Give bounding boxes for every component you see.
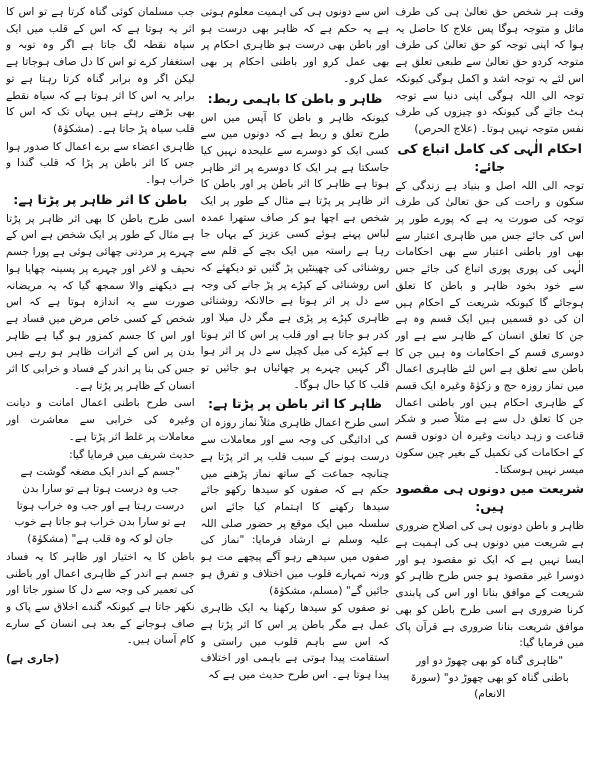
section-heading: ظاہر و باطن کا باہمی ربط: — [207, 90, 383, 106]
section-heading: احکام الٰہی کی کامل اتباع کی جائے: — [397, 140, 582, 174]
section-heading: ظاہر کا اثر باطن پر پڑتا ہے: — [207, 396, 383, 412]
paragraph: توجہ الی اللہ اصل و بنیاد ہے زندگی کے سکون و راحت کی حق تعالیٰ کی طرف توجہ کی صورت یہ ہے کہ پورے طور پر اس کی جائے جس میں ظاہری اعتبار سے بھی اور باطنی اعتبار سے بھی احکامات الٰہی کی پوری پوری اتباع کی جائے جس سے خود بخود ظاہر و باطن کا تعلق ہوجائے گا کیونکہ شریعت کے احکام ہیں ان کی دو قسمیں ہیں ایک قسم وہ ہے جن کا تعلق انسان کے ظاہر سے ہے اور دوسری قسم کے احکامات وہ ہیں جن کا باطن سے تعلق ہے اس لئے ظاہری اعمال میں نماز روزہ حج و زکوٰۃ وغیرہ ایک قسم کے ظاہری احکام ہیں اور باطنی اعمال جن کا تعلق دل سے ہے مثلاً صبر و شکر قناعت و زہد دیانت وغیرہ ان دونوں قسم کے احکامات کی تکمیل کے بغیر چین سکون میسر نہیں ہوسکتا۔ — [395, 179, 584, 476]
paragraph: ظاہر و باطن دونوں ہی کی اصلاح ضروری ہے شریعت میں دونوں ہی کی اہمیت ہے ایسا نہیں ہے کہ ایک تو مقصود ہو اور دوسرا غیر مقصود ہو جس طرح ظاہر کو شریعت کے موافق بنانا اور اس کی پابندی کرنا ضروری ہے اسی طرح باطن کو بھی موافق شریعت بنانا ضروری ہے قرآن پاک میں فرمایا گیا: — [395, 520, 584, 650]
paragraph: حدیث شریف میں فرمایا گیا: — [69, 448, 195, 461]
paragraph: اس سے دونوں ہی کی اہمیت معلوم ہوتی ہے یہ حکم ہے کہ ظاہر بھی درست ہو اور باطن بھی درست ہو ظاہری احکام پر بھی عمل کرو اور باطنی احکام پر بھی عمل کرو۔ — [200, 6, 390, 85]
paragraph: اسی طرح باطنی اعمال امانت و دیانت وغیرہ کی خرابی سے معاشرت اور معاملات پر غلط اثر پڑتا ہے۔ — [5, 397, 195, 443]
quotation: "ظاہری گناہ کو بھی چھوڑ دو اور باطنی گناہ کو بھی چھوڑ دو" (سورۃ الانعام) — [410, 654, 569, 701]
right-column — [395, 4, 584, 752]
paragraph: جب مسلمان کوئی گناہ کرتا ہے تو اس کا اثر یہ ہوتا ہے کہ اس کے قلب میں ایک سیاہ نقطہ لگ جاتا ہے اگر وہ توبہ و استغفار کرے تو اس کا دل صاف ہوجاتا ہے لیکن اگر وہ برابر گناہ کرتا رہتا ہے تو برابر یہ اس کا اثر ہوتا ہے کہ سیاہ نقطے بھی بڑھتے رہتے ہیں یہاں تک کہ اس کا قلب سیاہ پڑ جاتا ہے۔ (مشکوٰۃ) — [5, 6, 195, 135]
quotation: "جسم کے اندر ایک مضغہ گوشت ہے جب وہ درست ہوتا ہے تو سارا بدن درست رہتا ہے اور جب وہ خراب ہوتا ہے تو سارا بدن خراب ہو جاتا ہے خوب جان لو کہ وہ قلب ہے" (مشکوٰۃ) — [14, 466, 187, 546]
urdu-article-page — [6, 4, 584, 752]
continued-note: (جاری ہے) — [5, 653, 60, 666]
middle-column — [201, 4, 390, 752]
paragraph: اسی طرح اعمال ظاہری مثلاً نماز روزہ ان کی ادائیگی کی وجہ سے اور معاملات سے درست ہونے کے سبب قلب پر اثر پڑتا ہے چنانچہ جماعت کے ساتھ نماز پڑھنے میں حکم ہے کہ صفوں کو سیدھا رکھو جائے سیدھا رکھنے کا اہتمام کیا جائے اس سلسلہ میں ایک موقع پر حضور صلی اللہ علیہ وسلم نے ارشاد فرمایا: "نماز کی صفوں میں سیدھے رہو آگے پیچھے مت ہو ورنہ تمہارے قلوب میں اختلاف و تفرق ہو جائیں گے" (مسلم، مشکوٰۃ) — [200, 417, 390, 597]
paragraph: باطن کا یہ اختیار اور ظاہر کا یہ فساد جسم ہے اندر کے ظاہری اعمال اور باطنی کی تعمیر کی وجہ سے دل کا سنور جاتا اور نکھر جاتا ہے کیونکہ گندے اخلاق سے پاک و صاف ہوجانے کے بعد ہی انسان کے سارے کام آسان ہیں۔ — [5, 550, 195, 647]
paragraph: وقت ہر شخص حق تعالیٰ ہی کی طرف مائل و متوجہ ہوگا پس علاج کا حاصل یہ ہوا کہ اپنی توجہ کو حق تعالیٰ کی طرف متوجہ کردو حق تعالیٰ سے طبعی تعلق ہے اس لئے یہ توجہ اشد و اکمل ہوگی کیونکہ توجہ الی اللہ ہوگی اپنی دنیا سے توجہ ہٹ جائے گی کیونکہ دو چیزوں کی طرف نفس متوجہ نہیں ہوتا۔ (علاج الحرص) — [395, 6, 584, 135]
left-column — [6, 4, 195, 752]
paragraph: اسی طرح باطن کا بھی اثر ظاہر پر پڑتا ہے مثال کے طور پر ایک شخص ہے اس کے چہرے پر مردنی چھائی ہوئی ہے پورا جسم نحیف و لاغر اور چہرے پر پسینہ چھایا ہوا ہے دیکھنے والا سمجھ گیا کہ یہ مریضانہ صورت سے یہ اندازہ ہوتا ہے کہ اس شخص کے کسی خاص مرض میں فساد ہے اور اس کا جسم کمزور ہو گیا ہے ظاہر بدن پر اس کے اثرات ظاہر ہو رہے ہیں جس کی بنا پر اندر کے فساد و خرابی کا اثر انسان کے ظاہر پر پڑتا ہے۔ — [5, 212, 195, 392]
section-heading: باطن کا اثر ظاہر پر پڑتا ہے: — [13, 191, 188, 207]
paragraph: تو صفوں کو سیدھا رکھنا یہ ایک ظاہری عمل ہے مگر باطن پر اس کا اثر پڑتا ہے کہ اس سے باہم قلوب میں راستی و استقامت پیدا ہوتی ہے باہمی اور اختلاف پیدا ہوتا ہے۔ اس طرح حدیث میں ہے کہ — [200, 602, 390, 682]
paragraph: کیونکہ ظاہر و باطن کا آپس میں اس طرح تعلق و ربط ہے کہ دونوں میں سے کسی ایک کو دوسرے سے علیحدہ نہیں کیا جاسکتا ہے ہر ایک کا دوسرے پر اثر ظاہر ہوتا ہے ظاہر کا اثر باطن پر اور باطن کا اثر ظاہر پر پڑتا ہے مثال کے طور پر ایک شخص ہے اچھا ہو کر صاف ستھرا عمدہ لباس پہنے ہوئے کسی عزیز کے یہاں جا رہا ہے راستہ میں ایک بچے کے قلم سے روشنائی کی چھینٹیں پڑ گئیں تو دیکھئے کہ اس روشنائی کے کپڑے پر پڑ جانے کی وجہ سے دل پر اثر ہوتا ہے حالانکہ روشنائی ظاہری کپڑے پر پڑی ہے مگر دل میلا اور کدر ہو جاتا ہے اور قلب پر اس کا اثر ہوتا ہے کپڑے کی میل کچیل سے دل پر اثر ہوا اگر کہیں چہرے پر چھائیاں ہو جائیں تو قلب کا کیا حال ہوگا۔ — [200, 111, 390, 391]
section-heading: شریعت میں دونوں ہی مقصود ہیں: — [395, 481, 584, 515]
paragraph: ظاہری اعضاء سے برے اعمال کا صدور ہوا جس کا اثر باطن پر پڑا کہ قلب گندا و خراب ہوا۔ — [5, 140, 195, 187]
